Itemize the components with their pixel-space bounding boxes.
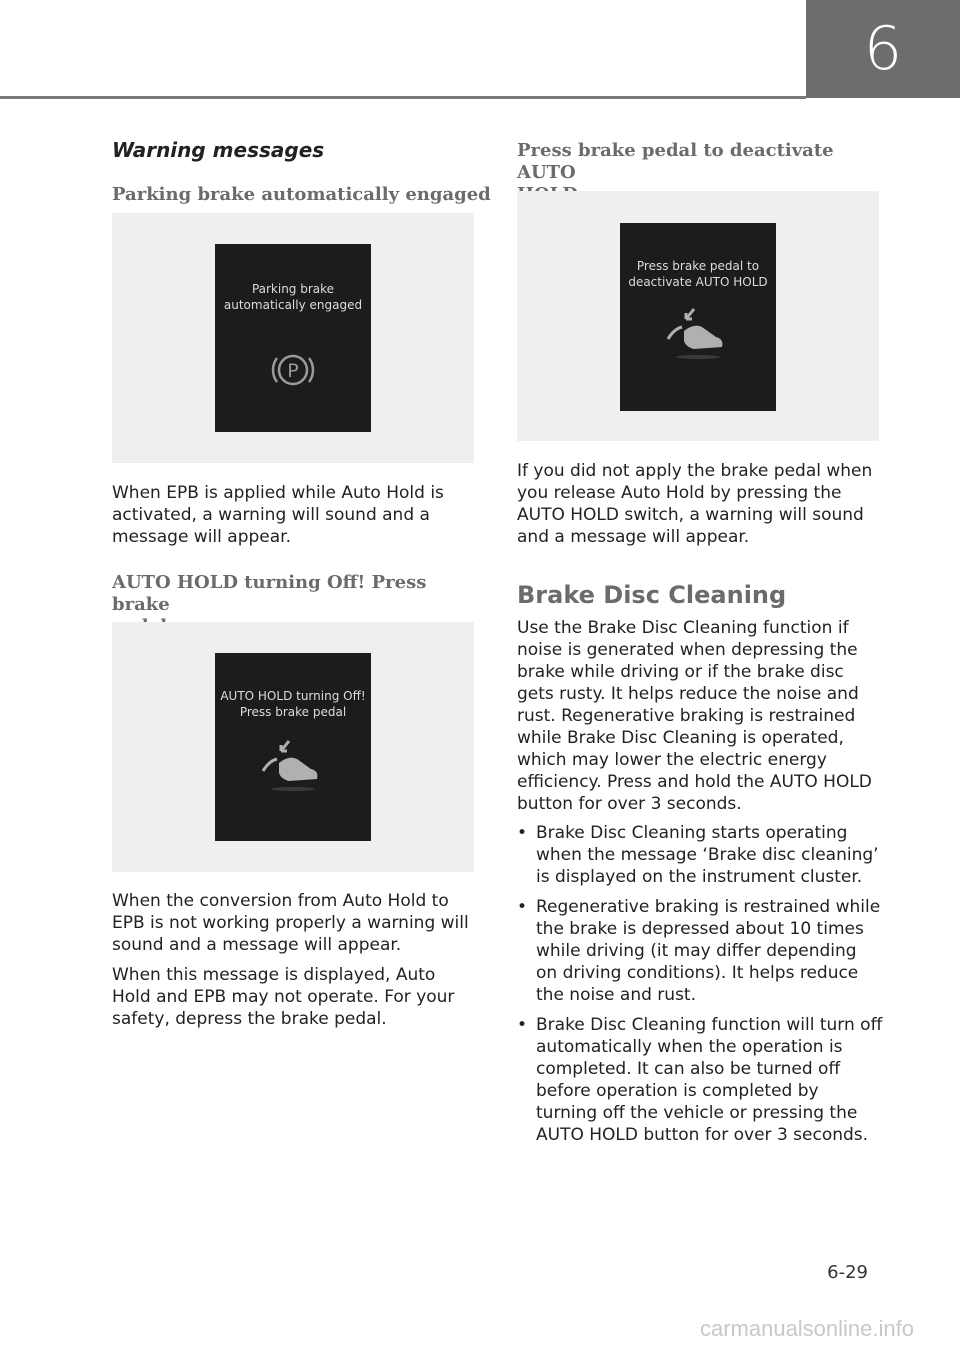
subheading-parking-brake: Parking brake automatically engaged (112, 184, 491, 205)
section-title-brake-disc-cleaning: Brake Disc Cleaning (517, 581, 787, 609)
paragraph-safety: When this message is displayed, Auto Hold and EPB may not operate. For your safety, depress the brake pedal. (112, 965, 455, 1029)
screen-message (215, 688, 371, 720)
chapter-number: 6 (863, 14, 903, 84)
screen-message-line1: Parking brake (251, 282, 335, 296)
brake-disc-bullet-list (517, 822, 883, 1154)
watermark-text: carmanualsonline.info (699, 1316, 914, 1341)
list-item: • Regenerative braking is restrained while the brake is depressed about 10 times while driving (it may differ depending on driving conditions). It helps reduce the noise and rust. (517, 896, 883, 1006)
brake-pedal-foot-icon (259, 737, 327, 793)
page-number: 6-29 (827, 1262, 868, 1283)
brake-pedal-foot-icon (664, 305, 732, 361)
list-item: • Brake Disc Cleaning starts operating when the message ‘Brake disc cleaning’ is displayed on the instrument cluster. (517, 822, 883, 888)
section-title-warning-messages: Warning messages (112, 138, 325, 162)
screen-message-line2: automatically engaged (223, 298, 363, 312)
cluster-screen (215, 653, 371, 841)
screen-message (215, 281, 371, 313)
svg-text:P: P (287, 360, 299, 382)
figure-deactivate-auto-hold (517, 191, 879, 441)
list-item: • Brake Disc Cleaning function will turn off automatically when the operation is completed. It can also be turned off before operation is completed by turning off the vehicle or pressing the AUTO HOLD button for over 3 seconds. (517, 1014, 883, 1146)
subheading-line1: Press brake pedal to deactivate AUTO (517, 140, 834, 183)
screen-message-line1: Press brake pedal to (636, 259, 760, 273)
figure-auto-hold-off (112, 622, 474, 872)
paragraph-brake-disc-intro: Use the Brake Disc Cleaning function if noise is generated when depressing the brake while driving or if the brake disc gets rusty. It helps reduce the noise and rust. Regenerative braking is restrained while Brake Disc Cleaning is operated, which may lower the electric energy efficiency. Press and hold the AUTO HOLD button for over 3 seconds. (517, 618, 872, 814)
screen-message-line2: deactivate AUTO HOLD (628, 275, 768, 289)
paragraph-conversion: When the conversion from Auto Hold to EPB is not working properly a warning will sound and a message will appear. (112, 891, 469, 955)
figure-parking-brake (112, 213, 474, 463)
cluster-screen (215, 244, 371, 432)
parking-brake-icon (271, 348, 315, 392)
subheading-line1: AUTO HOLD turning Off! Press brake (112, 572, 427, 615)
header-rule (0, 96, 806, 99)
cluster-screen (620, 223, 776, 411)
screen-message-line2: Press brake pedal (239, 705, 347, 719)
screen-message (620, 258, 776, 290)
chapter-tab (806, 0, 960, 98)
screen-message-line1: AUTO HOLD turning Off! (220, 689, 366, 703)
paragraph-epb-auto-hold: When EPB is applied while Auto Hold is activated, a warning will sound and a message will appear. (112, 483, 444, 547)
paragraph-release-auto-hold: If you did not apply the brake pedal when you release Auto Hold by pressing the AUTO HOLD switch, a warning will sound and a message will appear. (517, 461, 873, 547)
